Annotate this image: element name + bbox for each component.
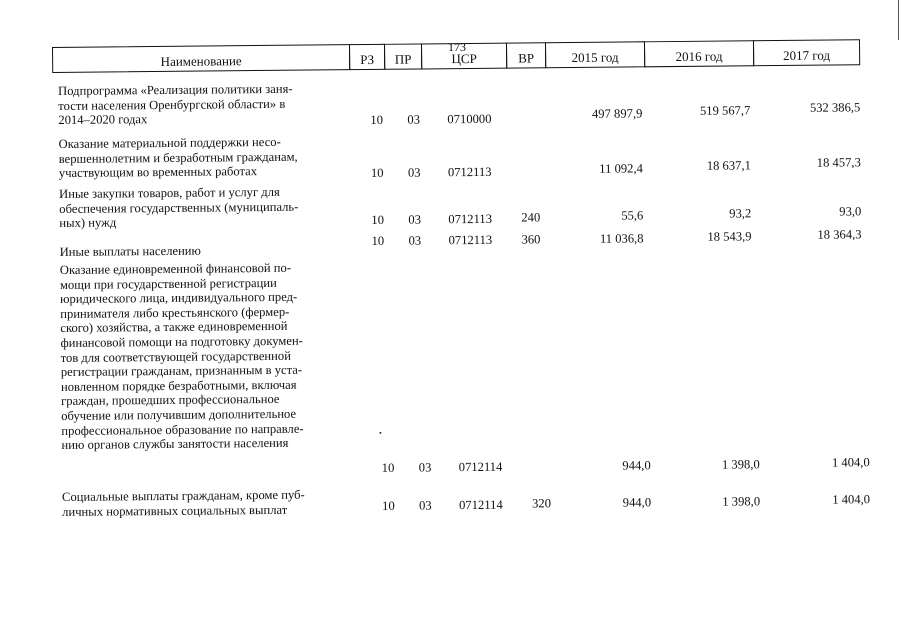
cell-2016: 1 398,0 <box>722 494 761 509</box>
cell-2017: 18 457,3 <box>816 155 861 170</box>
cell-csr: 0712113 <box>447 164 492 180</box>
cell-2016: 93,2 <box>729 206 752 221</box>
header-2015: 2015 год <box>545 41 645 68</box>
name-line: принимателя либо крестьянского (фермер- <box>60 304 290 321</box>
name-line: Подпрограмма «Реализация политики заня- <box>58 81 293 98</box>
cell-2015: 944,0 <box>622 495 652 510</box>
cell-2016: 519 567,7 <box>699 103 751 118</box>
name-line: профессиональное образование по направле- <box>61 421 304 438</box>
cell-pr: 03 <box>408 233 422 248</box>
name-line: ского) хозяйства, а также единовременной <box>60 319 288 336</box>
cell-csr: 0712114 <box>459 497 503 513</box>
scan-edge-mark <box>898 0 905 40</box>
name-line: граждан, прошедших профессиональное <box>61 392 280 409</box>
cell-pr: 03 <box>407 112 421 127</box>
page-number: 173 <box>448 40 466 54</box>
cell-2015: 11 036,8 <box>599 231 644 246</box>
cell-2015: 944,0 <box>622 458 651 473</box>
cell-vr: 320 <box>532 496 552 511</box>
name-line: обеспечения государственных (муниципаль- <box>59 199 299 216</box>
cell-2017: 18 364,3 <box>817 227 862 242</box>
cell-2016: 18 637,1 <box>706 158 751 173</box>
cell-pr: 03 <box>418 460 432 475</box>
cell-csr: 0712113 <box>448 211 493 227</box>
cell-rz: 10 <box>370 165 384 181</box>
row-name <box>58 81 348 128</box>
cell-2015: 497 897,9 <box>591 106 643 121</box>
cell-rz: 10 <box>371 212 385 227</box>
name-line: тости населения Оренбургской области» в <box>58 96 286 113</box>
name-line: личных нормативных социальных выплат <box>62 502 288 519</box>
row-name <box>59 184 349 231</box>
row-name <box>60 260 352 452</box>
cell-rz: 10 <box>371 233 385 248</box>
name-line: вершеннолетним и безработным гражданам, <box>58 149 298 166</box>
header-csr: ЦСР <box>421 43 507 70</box>
name-line: ных) нужд <box>59 215 117 231</box>
name-line: тов для соответствующей государственной <box>60 348 291 365</box>
cell-2017: 93,0 <box>839 204 862 219</box>
header-name: Наименование <box>52 44 350 73</box>
cell-csr: 0712114 <box>458 459 503 475</box>
cell-2016: 18 543,9 <box>707 229 752 244</box>
name-line: регистрации гражданам, признанным в уста- <box>60 362 303 380</box>
cell-2015: 11 092,4 <box>599 161 643 176</box>
name-line: нию органов службы занятости населения <box>61 435 289 453</box>
name-line: Иные закупки товаров, работ и услуг для <box>59 184 280 201</box>
cell-vr: 360 <box>521 232 541 247</box>
header-pr: ПР <box>384 43 422 69</box>
table-body <box>58 72 882 530</box>
name-line: участвующим во временных работах <box>58 164 258 181</box>
cell-pr: 03 <box>419 498 432 513</box>
cell-vr: 240 <box>521 210 541 225</box>
cell-2017: 1 404,0 <box>832 492 871 507</box>
cell-rz: 10 <box>382 498 395 513</box>
name-line: Социальные выплаты гражданам, кроме пуб- <box>61 487 305 504</box>
header-2016: 2016 год <box>644 40 754 67</box>
row-name <box>62 487 352 519</box>
stray-mark <box>379 432 381 434</box>
name-line: Оказание единовременной финансовой по- <box>59 260 292 277</box>
name-line: 2014–2020 годах <box>58 112 148 128</box>
cell-pr: 03 <box>407 165 421 180</box>
name-line: Иные выплаты населению <box>59 243 201 259</box>
cell-2017: 532 386,5 <box>809 100 861 115</box>
name-line: новленном порядке безработными, включая <box>60 377 297 394</box>
name-line: юридического лица, индивидуального пред- <box>60 289 298 307</box>
row-name <box>60 242 350 259</box>
cell-2017: 1 404,0 <box>831 455 870 470</box>
header-2017: 2017 год <box>753 39 860 66</box>
cell-rz: 10 <box>381 460 395 475</box>
name-line: Оказание материальной поддержки несо- <box>58 134 281 151</box>
name-line: мощи при государственной регистрации <box>59 275 277 292</box>
table-header <box>52 39 860 75</box>
cell-2016: 1 398,0 <box>721 457 760 472</box>
row-name <box>59 134 349 181</box>
name-line: финансовой помощи на подготовку докумен- <box>60 333 303 350</box>
cell-csr: 0712113 <box>448 232 493 248</box>
cell-rz: 10 <box>370 112 384 128</box>
name-line: обучение или получившим дополнительное <box>61 406 297 423</box>
cell-csr: 0710000 <box>447 111 492 127</box>
header-vr: ВР <box>506 42 546 68</box>
header-rz: РЗ <box>349 44 385 70</box>
cell-2015: 55,6 <box>621 208 644 223</box>
cell-pr: 03 <box>408 212 422 227</box>
